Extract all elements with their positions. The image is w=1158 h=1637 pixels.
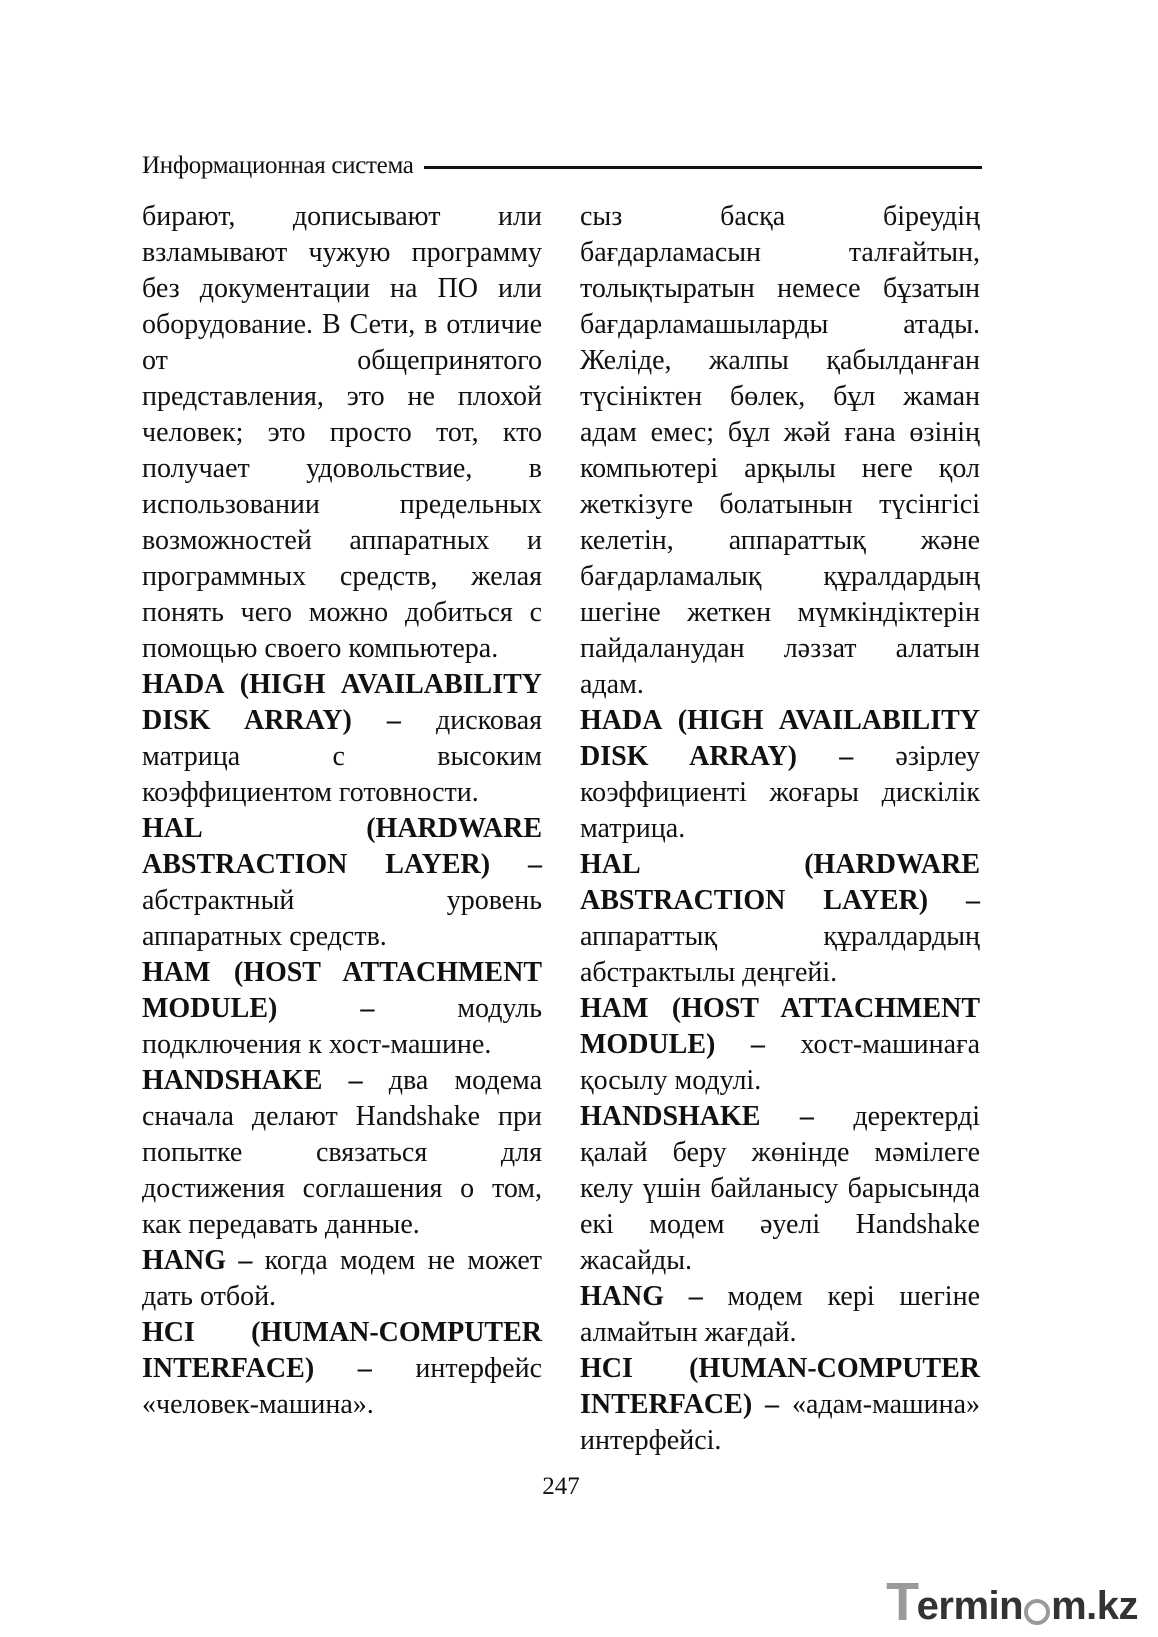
- termincom-watermark-logo: [886, 1572, 1138, 1632]
- dictionary-entry: [142, 811, 542, 955]
- entry-definition: абстрактный уровень аппаратных средств.: [142, 885, 542, 952]
- dictionary-entry: [142, 955, 542, 1063]
- dictionary-entry: [580, 1279, 980, 1351]
- entry-definition: два модема сначала делают Handshake при попытке связаться для достижения соглашения о том, как передавать данные.: [142, 1065, 542, 1240]
- entry-definition: деректерді қалай беру жөнінде мәмілеге келу үшін байланысу барысында екі модем әуелі Handshake жасайды.: [580, 1101, 980, 1276]
- entry-term: HAM (HOST ATTACHMENT MODULE) –: [142, 957, 542, 1024]
- dictionary-entry: [142, 1063, 542, 1243]
- entry-term: HANG –: [580, 1281, 703, 1312]
- dictionary-entry: [580, 199, 980, 703]
- header-rule: [424, 166, 982, 169]
- page-number: 247: [542, 1473, 580, 1500]
- watermark-text-part2: m.kz: [1051, 1584, 1138, 1628]
- entry-definition: модем кері шегіне алмайтын жағдай.: [580, 1281, 980, 1348]
- entry-definition: сыз басқа біреудің бағдарламасын талғайтын, толықтыратын немесе бұзатын бағдарламашыларды атады. Желіде, жалпы қабылданған түсініктен бөлек, бұл жаман адам емес; бұл жәй ғана өзінің компьютері арқылы неге қол жеткізуге болатынын түсінгісі келетін, аппараттық және бағдарламалық құралдардың шегіне жеткен мүмкіндіктерін пайдаланудан ләззат алатын адам.: [580, 201, 980, 700]
- entry-definition: дисковая матрица с высоким коэффициентом готовности.: [142, 705, 543, 808]
- entry-term: HANDSHAKE –: [142, 1065, 363, 1096]
- dictionary-entry: [580, 1351, 980, 1459]
- entry-definition: әзірлеу коэффициенті жоғары дискілік матрица.: [580, 741, 980, 844]
- entry-term: HCI (HUMAN-COMPUTER INTERFACE) –: [580, 1353, 980, 1420]
- watermark-text-part1: ermin: [916, 1584, 1024, 1628]
- left-column-russian: [142, 199, 542, 1423]
- entry-term: HANDSHAKE –: [580, 1101, 814, 1132]
- entry-term: HAL (HARDWARE ABSTRACTION LAYER) –: [142, 813, 542, 880]
- entry-definition: аппараттық құралдардың абстрактылы деңгейі.: [580, 921, 980, 988]
- entry-term: HADA (HIGH AVAILABILITY DISK ARRAY) –: [580, 705, 980, 772]
- dictionary-entry: [142, 1243, 542, 1315]
- dictionary-entry: [142, 199, 542, 667]
- entry-term: HADA (HIGH AVAILABILITY DISK ARRAY) –: [142, 669, 542, 736]
- dictionary-entry: [580, 1099, 980, 1279]
- right-column-kazakh: [580, 199, 980, 1459]
- dictionary-entry: [142, 667, 542, 811]
- entry-definition: интерфейс «человек-машина».: [142, 1353, 542, 1420]
- header-title: Информационная система: [142, 152, 414, 179]
- entry-definition: когда модем не может дать отбой.: [142, 1245, 543, 1312]
- entry-definition: модуль подключения к хост-машине.: [142, 993, 542, 1060]
- entry-term: HANG –: [142, 1245, 253, 1276]
- entry-term: HAM (HOST ATTACHMENT MODULE) –: [580, 993, 980, 1060]
- entry-definition: хост-машинаға қосылу модулі.: [580, 1029, 980, 1096]
- entry-definition: бирают, дописывают или взламывают чужую программу без документации на ПО или оборудование. В Сети, в отличие от общепринятого представления, это не плохой человек; это просто тот, кто получает удовольствие, в использовании предельных возможностей аппаратных и программных средств, желая понять чего можно добиться с помощью своего компьютера.: [142, 201, 542, 664]
- dictionary-entry: [580, 847, 980, 991]
- dictionary-entry: [142, 1315, 542, 1423]
- entry-term: HCI (HUMAN-COMPUTER INTERFACE) –: [142, 1317, 542, 1384]
- watermark-ring-icon: [1024, 1599, 1050, 1625]
- watermark-t-glyph: T: [886, 1572, 919, 1632]
- entry-definition: «адам-машина» интерфейсі.: [580, 1389, 980, 1456]
- dictionary-entry: [580, 703, 980, 847]
- running-header: [142, 146, 982, 186]
- entry-term: HAL (HARDWARE ABSTRACTION LAYER) –: [580, 849, 980, 916]
- dictionary-entry: [580, 991, 980, 1099]
